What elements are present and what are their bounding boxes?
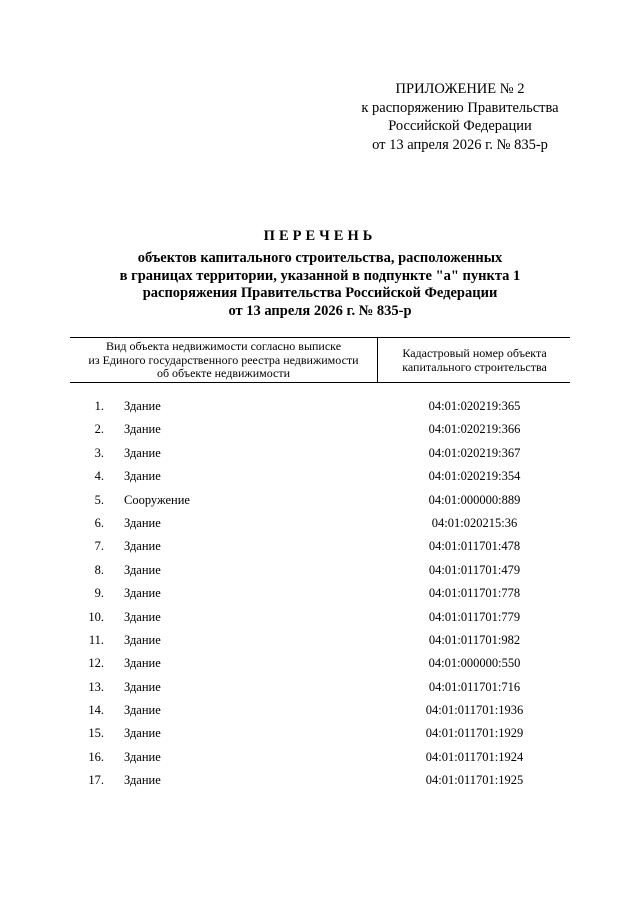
row-object-type: Здание xyxy=(124,586,161,601)
row-object-type: Здание xyxy=(124,399,161,413)
row-number: 9. xyxy=(94,586,104,601)
row-cadastral-number: 04:01:011701:1929 xyxy=(425,726,524,741)
row-object-type: Здание xyxy=(124,515,161,530)
table-row xyxy=(70,442,570,465)
row-number: 2. xyxy=(94,422,104,437)
row-number: 16. xyxy=(88,749,104,764)
row-number: 7. xyxy=(94,539,104,554)
row-object-type: Здание xyxy=(124,609,161,624)
subtitle-line-4: от 13 апреля 2026 г. № 835-р xyxy=(228,302,412,319)
row-object-type: Здание xyxy=(124,539,161,554)
table-row xyxy=(70,395,570,418)
table-body xyxy=(70,395,570,793)
row-cadastral-number: 04:01:011701:478 xyxy=(428,539,521,554)
document-title: ПЕРЕЧЕНЬ xyxy=(263,228,377,244)
table-row xyxy=(70,722,570,745)
appendix-block xyxy=(340,80,580,154)
header-cadastral-line-1: Кадастровый номер объекта xyxy=(402,346,547,360)
row-cadastral-number: 04:01:020219:354 xyxy=(428,469,521,484)
row-cadastral-number: 04:01:000000:550 xyxy=(428,656,521,671)
row-number: 6. xyxy=(94,515,104,530)
row-cadastral-number: 04:01:011701:982 xyxy=(428,632,521,647)
row-object-type: Здание xyxy=(124,703,161,718)
row-object-type: Здание xyxy=(124,469,161,484)
appendix-reference: к распоряжению Правительства xyxy=(361,99,559,116)
row-number: 5. xyxy=(94,492,104,507)
subtitle-line-2: в границах территории, указанной в подпункте "а" пункта 1 xyxy=(119,267,521,284)
document-subtitle xyxy=(60,250,580,320)
table-row xyxy=(70,769,570,792)
row-cadastral-number: 04:01:020219:367 xyxy=(428,445,521,460)
row-number: 11. xyxy=(88,632,104,647)
row-number: 4. xyxy=(94,469,104,484)
table-row xyxy=(70,582,570,605)
row-object-type: Здание xyxy=(124,562,161,577)
header-object-type-line-2: из Единого государственного реестра недвижимости xyxy=(88,352,359,367)
row-object-type: Здание xyxy=(124,679,161,694)
header-object-type-line-3: об объекте недвижимости xyxy=(156,366,291,380)
header-cadastral-line-2: капитального строительства xyxy=(402,359,547,374)
table-row xyxy=(70,559,570,582)
row-cadastral-number: 04:01:011701:779 xyxy=(428,609,521,624)
row-cadastral-number: 04:01:020219:366 xyxy=(428,422,521,437)
table-row xyxy=(70,746,570,769)
subtitle-line-3: распоряжения Правительства Российской Федерации xyxy=(142,285,498,301)
table-row xyxy=(70,489,570,512)
row-cadastral-number: 04:01:011701:1924 xyxy=(425,749,524,764)
table-row xyxy=(70,652,570,675)
header-cadastral-number xyxy=(379,338,570,382)
table-row xyxy=(70,535,570,558)
row-number: 3. xyxy=(94,445,104,460)
row-object-type: Здание xyxy=(124,749,161,764)
row-number: 15. xyxy=(88,726,104,741)
row-number: 13. xyxy=(88,679,104,694)
row-number: 8. xyxy=(94,562,104,577)
row-number: 10. xyxy=(88,609,104,624)
table-row xyxy=(70,699,570,722)
table-row xyxy=(70,512,570,535)
row-object-type: Здание xyxy=(124,656,161,671)
row-object-type: Здание xyxy=(124,773,161,788)
row-cadastral-number: 04:01:011701:1936 xyxy=(425,703,524,718)
row-number: 14. xyxy=(88,703,104,718)
row-object-type: Здание xyxy=(124,632,161,647)
row-object-type: Здание xyxy=(124,726,161,741)
table-row xyxy=(70,629,570,652)
row-cadastral-number: 04:01:000000:889 xyxy=(428,492,521,507)
table-row xyxy=(70,606,570,629)
row-cadastral-number: 04:01:011701:479 xyxy=(428,562,521,577)
row-cadastral-number: 04:01:011701:1925 xyxy=(425,773,524,788)
row-number: 17. xyxy=(88,773,104,788)
table-row xyxy=(70,418,570,441)
header-object-type-line-1: Вид объекта недвижимости согласно выписке xyxy=(105,339,342,353)
row-cadastral-number: 04:01:011701:778 xyxy=(428,586,521,601)
row-object-type: Здание xyxy=(124,422,161,437)
subtitle-line-1: объектов капитального строительства, расположенных xyxy=(137,250,503,266)
row-object-type: Сооружение xyxy=(124,492,190,507)
row-object-type: Здание xyxy=(124,445,161,460)
table-row xyxy=(70,465,570,488)
appendix-date-number: от 13 апреля 2026 г. № 835-р xyxy=(372,136,548,153)
row-number: 12. xyxy=(88,656,104,671)
row-number: 1. xyxy=(94,399,104,413)
table-row xyxy=(70,676,570,699)
row-cadastral-number: 04:01:020219:365 xyxy=(428,399,521,413)
table-header xyxy=(70,337,570,383)
appendix-authority: Российской Федерации xyxy=(388,118,532,134)
appendix-title: ПРИЛОЖЕНИЕ № 2 xyxy=(395,81,525,97)
header-object-type xyxy=(70,338,378,382)
row-cadastral-number: 04:01:020215:36 xyxy=(431,515,518,530)
row-cadastral-number: 04:01:011701:716 xyxy=(428,679,521,694)
